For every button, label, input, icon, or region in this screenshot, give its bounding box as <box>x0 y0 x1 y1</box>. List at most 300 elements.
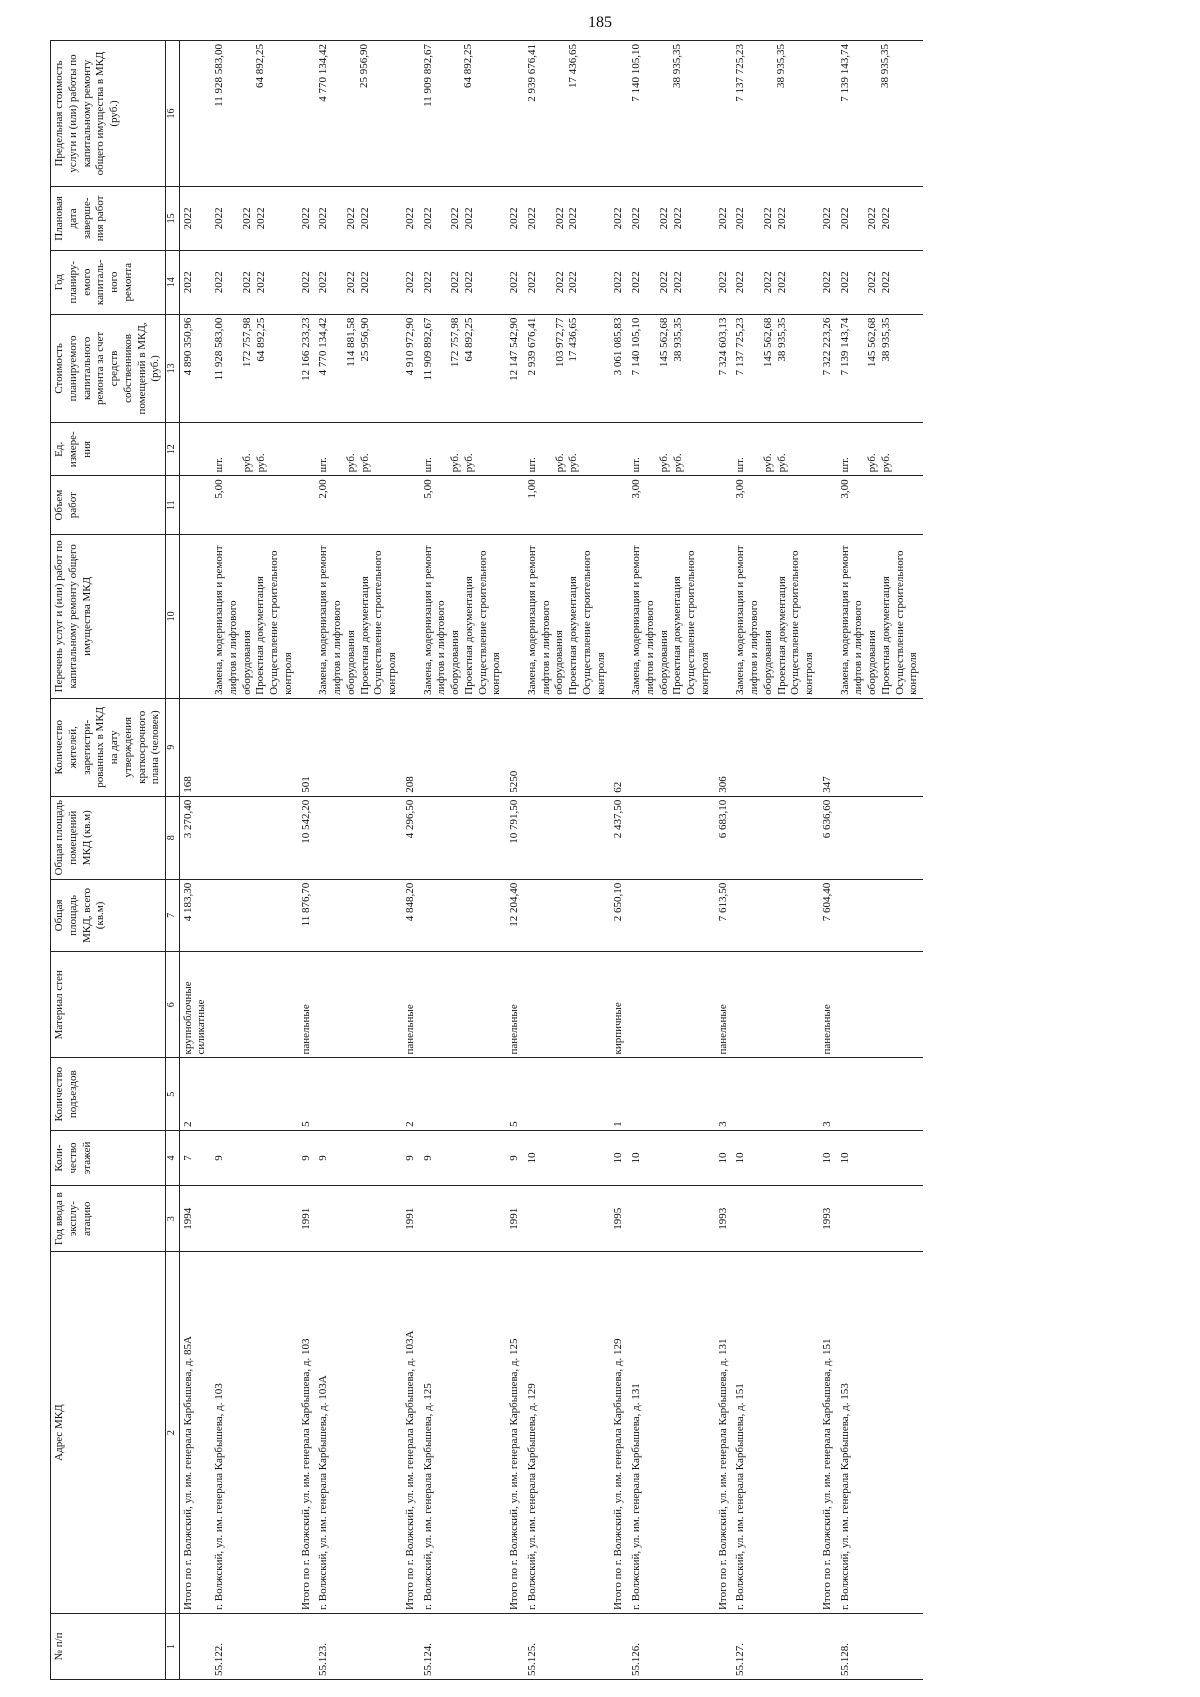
works <box>506 534 524 698</box>
cost-line: 64 892,25 <box>254 317 267 362</box>
plan-year: 2022 <box>179 250 211 314</box>
plan-year: 2022 <box>402 250 420 314</box>
residents <box>732 698 819 796</box>
floors: 10 <box>819 1130 837 1185</box>
house-address: г. Волжский, ул. им. генерала Карбышева, д. 151 <box>732 1252 819 1614</box>
col-number-2: 2 <box>166 1252 180 1614</box>
row-number: 55.124. <box>420 1614 507 1680</box>
total-address: Итого по г. Волжский, ул. им. генерала Карбышева, д. 131 <box>715 1252 733 1614</box>
entrances <box>628 1058 715 1130</box>
end-date-line: 2022 <box>671 207 684 230</box>
unit-line: руб. <box>775 453 788 473</box>
col-number-12: 12 <box>166 423 180 476</box>
unit <box>610 423 628 476</box>
limit-cost-line: 4 770 134,42 <box>317 44 330 102</box>
wall-material: панельные <box>298 952 316 1058</box>
unit-line: руб. <box>657 453 670 473</box>
floors: 9 <box>211 1130 298 1185</box>
total-row <box>402 41 420 1680</box>
volume: 3,00 <box>837 476 924 535</box>
rooms-area <box>524 796 611 879</box>
end-date-line: 2022 <box>630 207 642 230</box>
limit-cost-line <box>554 44 567 183</box>
total-row <box>298 41 316 1680</box>
total-area <box>628 879 715 951</box>
limit-cost-line <box>866 44 879 183</box>
header-col-13: Стоимость планируемого капитального ремонта за счет средств собственников помещений в МКД, (руб.) <box>51 314 166 423</box>
commission-year: 1991 <box>506 1186 524 1252</box>
volume <box>298 476 316 535</box>
entrances <box>732 1058 819 1130</box>
row-number: 55.128. <box>837 1614 924 1680</box>
total-area <box>211 879 298 951</box>
total-area: 12 204,40 <box>506 879 524 951</box>
limit-cost <box>506 41 524 187</box>
limit-cost-line <box>241 44 254 183</box>
col-number-11: 11 <box>166 476 180 535</box>
rooms-area: 10 791,50 <box>506 796 524 879</box>
limit-cost-line: 38 935,35 <box>670 44 683 88</box>
cost-line: 38 935,35 <box>880 317 892 362</box>
floors: 9 <box>402 1130 420 1185</box>
work-item: Проектная документация <box>462 576 475 695</box>
house-row <box>628 41 715 1680</box>
end-date-line: 2022 <box>838 207 851 230</box>
plan-year: 2022 <box>298 250 316 314</box>
cost-line: 172 757,98 <box>449 317 462 368</box>
col-number-13: 13 <box>166 314 180 423</box>
residents: 168 <box>179 698 211 796</box>
entrances: 3 <box>819 1058 837 1130</box>
cost-line: 172 757,98 <box>240 317 253 368</box>
total-area <box>524 879 611 951</box>
end-date <box>628 186 715 250</box>
unit-line: руб. <box>866 453 879 473</box>
capital-repair-table <box>50 40 923 1680</box>
end-date-line: 2022 <box>734 207 747 230</box>
volume: 3,00 <box>628 476 715 535</box>
entrances: 2 <box>402 1058 420 1130</box>
house-row <box>732 41 819 1680</box>
row-number <box>610 1614 628 1680</box>
work-item: Проектная документация <box>567 576 579 695</box>
plan-year <box>628 250 715 314</box>
house-row <box>315 41 402 1680</box>
row-number: 55.123. <box>315 1614 402 1680</box>
cost: 7 322 223,26 <box>819 314 837 423</box>
work-item: Замена, модернизация и ремонт лифтов и лифтового оборудования <box>838 545 878 695</box>
limit-cost <box>524 41 611 187</box>
unit-line: шт. <box>421 457 434 473</box>
work-item: Замена, модернизация и ремонт лифтов и лифтового оборудования <box>734 545 774 695</box>
total-area <box>315 879 402 951</box>
plan-year: 2022 <box>610 250 628 314</box>
commission-year <box>732 1186 819 1252</box>
cost: 3 061 085,83 <box>610 314 628 423</box>
cost-line: 7 137 725,23 <box>734 317 747 376</box>
header-col-1: № п/п <box>51 1614 166 1680</box>
residents: 5250 <box>506 698 524 796</box>
unit-line: руб. <box>463 453 475 473</box>
row-number <box>402 1614 420 1680</box>
end-date-line: 2022 <box>240 207 253 230</box>
limit-cost-line: 11 909 892,67 <box>421 44 434 107</box>
row-number <box>819 1614 837 1680</box>
end-date-line: 2022 <box>254 207 267 230</box>
floors: 9 <box>298 1130 316 1185</box>
unit <box>402 423 420 476</box>
entrances: 3 <box>715 1058 733 1130</box>
row-number: 55.126. <box>628 1614 715 1680</box>
rooms-area <box>628 796 715 879</box>
row-number: 55.125. <box>524 1614 611 1680</box>
col-number-10: 10 <box>166 534 180 698</box>
house-address: г. Волжский, ул. им. генерала Карбышева, д. 131 <box>628 1252 715 1614</box>
limit-cost-line <box>345 44 358 183</box>
total-area: 2 650,10 <box>610 879 628 951</box>
unit <box>298 423 316 476</box>
wall-material: панельные <box>819 952 837 1058</box>
volume: 5,00 <box>420 476 507 535</box>
limit-cost-line <box>762 44 775 183</box>
unit-line: руб. <box>358 453 371 473</box>
volume <box>819 476 837 535</box>
entrances: 2 <box>179 1058 211 1130</box>
works <box>179 534 211 698</box>
plan-year-line: 2022 <box>567 271 580 294</box>
volume <box>610 476 628 535</box>
limit-cost-line: 64 892,25 <box>253 44 266 88</box>
work-item: Замена, модернизация и ремонт лифтов и лифтового оборудования <box>525 545 566 695</box>
wall-material: кирпичные <box>610 952 628 1058</box>
works <box>819 534 837 698</box>
total-area: 7 613,50 <box>715 879 733 951</box>
end-date-line: 2022 <box>213 207 225 230</box>
plan-year <box>837 250 924 314</box>
unit-line: руб. <box>762 453 774 473</box>
cost-line: 2 939 676,41 <box>525 317 538 376</box>
plan-year-line: 2022 <box>525 271 538 294</box>
rooms-area <box>837 796 924 879</box>
cost <box>732 314 819 423</box>
work-item: Осуществление строительного контроля <box>789 550 815 695</box>
plan-year-line: 2022 <box>421 271 434 294</box>
wall-material <box>837 952 924 1058</box>
total-address: Итого по г. Волжский, ул. им. генерала Карбышева, д. 103 <box>298 1252 316 1614</box>
header-col-12: Ед. измере-ния <box>51 423 166 476</box>
limit-cost-line <box>449 44 462 183</box>
limit-cost-line: 7 140 105,10 <box>630 44 642 102</box>
end-date-line: 2022 <box>463 207 475 230</box>
total-area <box>837 879 924 951</box>
rooms-area <box>211 796 298 879</box>
commission-year: 1994 <box>179 1186 211 1252</box>
residents <box>420 698 507 796</box>
total-area: 11 876,70 <box>298 879 316 951</box>
works <box>628 534 715 698</box>
volume: 2,00 <box>315 476 402 535</box>
rooms-area: 2 437,50 <box>610 796 628 879</box>
unit <box>819 423 837 476</box>
unit <box>420 423 507 476</box>
col-number-16: 16 <box>166 41 180 187</box>
residents: 62 <box>610 698 628 796</box>
works <box>837 534 924 698</box>
wall-material <box>628 952 715 1058</box>
rooms-area: 4 296,50 <box>402 796 420 879</box>
residents <box>211 698 298 796</box>
wall-material <box>732 952 819 1058</box>
plan-year: 2022 <box>506 250 524 314</box>
end-date-line: 2022 <box>880 207 892 230</box>
cost-line: 38 935,35 <box>671 317 684 362</box>
plan-year-line: 2022 <box>213 271 225 294</box>
end-date <box>211 186 298 250</box>
plan-year-line: 2022 <box>553 271 566 294</box>
limit-cost <box>402 41 420 187</box>
rooms-area <box>420 796 507 879</box>
col-number-3: 3 <box>166 1186 180 1252</box>
cost-line: 114 881,58 <box>345 317 357 367</box>
cost-line: 25 956,90 <box>358 317 371 362</box>
unit-line: руб. <box>449 453 462 473</box>
entrances <box>211 1058 298 1130</box>
header-col-15: Плановая дата заверше-ния работ <box>51 186 166 250</box>
volume: 5,00 <box>211 476 298 535</box>
total-area <box>420 879 507 951</box>
unit <box>179 423 211 476</box>
header-col-6: Материал стен <box>51 952 166 1058</box>
end-date: 2022 <box>298 186 316 250</box>
unit-line: шт. <box>630 457 642 473</box>
floors: 9 <box>315 1130 402 1185</box>
plan-year <box>732 250 819 314</box>
wall-material <box>315 952 402 1058</box>
house-row <box>420 41 507 1680</box>
total-row <box>610 41 628 1680</box>
total-area: 4 848,20 <box>402 879 420 951</box>
end-date-line: 2022 <box>775 207 788 230</box>
col-number-7: 7 <box>166 879 180 951</box>
residents <box>524 698 611 796</box>
end-date: 2022 <box>402 186 420 250</box>
unit-line: руб. <box>880 453 892 473</box>
floors: 10 <box>715 1130 733 1185</box>
plan-year: 2022 <box>819 250 837 314</box>
page-number: 185 <box>588 14 612 31</box>
work-item: Осуществление строительного контроля <box>580 550 607 695</box>
header-col-2: Адрес МКД <box>51 1252 166 1614</box>
unit-line: шт. <box>838 457 851 473</box>
limit-cost-line: 7 137 725,23 <box>734 44 747 102</box>
commission-year: 1993 <box>819 1186 837 1252</box>
header-col-11: Объем работ <box>51 476 166 535</box>
total-row <box>506 41 524 1680</box>
volume <box>179 476 211 535</box>
cost <box>315 314 402 423</box>
end-date-line: 2022 <box>449 207 462 230</box>
header-col-9: Количество жителей, зарегистри-рованных в МКД на дату утверждения краткосрочного плана (человек) <box>51 698 166 796</box>
rooms-area: 6 683,10 <box>715 796 733 879</box>
cost: 12 166 233,23 <box>298 314 316 423</box>
house-row <box>837 41 924 1680</box>
work-item: Проектная документация <box>775 576 788 695</box>
col-number-9: 9 <box>166 698 180 796</box>
cost: 12 147 542,90 <box>506 314 524 423</box>
work-item: Замена, модернизация и ремонт лифтов и лифтового оборудования <box>630 545 670 695</box>
work-item: Осуществление строительного контроля <box>268 550 294 695</box>
end-date <box>837 186 924 250</box>
cost-line: 64 892,25 <box>463 317 475 362</box>
entrances: 5 <box>298 1058 316 1130</box>
unit-line: руб. <box>553 453 566 473</box>
col-number-5: 5 <box>166 1058 180 1130</box>
plan-year-line: 2022 <box>657 271 670 294</box>
end-date: 2022 <box>506 186 524 250</box>
row-number <box>715 1614 733 1680</box>
work-item: Осуществление строительного контроля <box>685 550 711 695</box>
volume: 3,00 <box>732 476 819 535</box>
residents <box>315 698 402 796</box>
row-number <box>298 1614 316 1680</box>
wall-material <box>524 952 611 1058</box>
works <box>315 534 402 698</box>
col-number-8: 8 <box>166 796 180 879</box>
header-col-7: Общая площадь МКД, всего (кв.м) <box>51 879 166 951</box>
unit <box>837 423 924 476</box>
cost <box>837 314 924 423</box>
works <box>298 534 316 698</box>
plan-year <box>211 250 298 314</box>
work-item: Замена, модернизация и ремонт лифтов и лифтового оборудования <box>317 545 357 695</box>
plan-year-line: 2022 <box>449 271 462 294</box>
commission-year <box>211 1186 298 1252</box>
plan-year-line: 2022 <box>240 271 253 294</box>
cost-line: 11 909 892,67 <box>421 317 434 381</box>
house-address: г. Волжский, ул. им. генерала Карбышева, д. 103 <box>211 1252 298 1614</box>
total-row <box>819 41 837 1680</box>
header-col-4: Коли-чество этажей <box>51 1130 166 1185</box>
works <box>211 534 298 698</box>
wall-material <box>211 952 298 1058</box>
entrances: 1 <box>610 1058 628 1130</box>
end-date-line: 2022 <box>657 207 670 230</box>
cost-line: 7 140 105,10 <box>630 317 642 376</box>
col-number-4: 4 <box>166 1130 180 1185</box>
total-address: Итого по г. Волжский, ул. им. генерала Карбышева, д. 125 <box>506 1252 524 1614</box>
cost: 4 890 350,96 <box>179 314 211 423</box>
volume: 1,00 <box>524 476 611 535</box>
cost-line: 7 139 143,74 <box>838 317 851 376</box>
volume <box>402 476 420 535</box>
rotated-page <box>50 40 1170 1680</box>
rooms-area: 3 270,40 <box>179 796 211 879</box>
plan-year-line: 2022 <box>358 271 371 294</box>
end-date-line: 2022 <box>421 207 434 230</box>
limit-cost <box>610 41 628 187</box>
unit <box>715 423 733 476</box>
limit-cost-line: 38 935,35 <box>775 44 787 88</box>
entrances <box>420 1058 507 1130</box>
unit <box>524 423 611 476</box>
end-date <box>732 186 819 250</box>
rooms-area: 6 636,60 <box>819 796 837 879</box>
total-area <box>732 879 819 951</box>
header-row <box>51 41 166 1680</box>
floors: 10 <box>628 1130 715 1185</box>
rooms-area <box>732 796 819 879</box>
limit-cost <box>420 41 507 187</box>
cost <box>524 314 611 423</box>
plan-year-line: 2022 <box>762 271 774 294</box>
limit-cost-line: 17 436,65 <box>566 44 579 88</box>
commission-year <box>837 1186 924 1252</box>
works <box>610 534 628 698</box>
work-item: Замена, модернизация и ремонт лифтов и лифтового оборудования <box>213 545 253 695</box>
rooms-area <box>315 796 402 879</box>
house-row <box>211 41 298 1680</box>
cost <box>211 314 298 423</box>
floors: 9 <box>506 1130 524 1185</box>
total-address: Итого по г. Волжский, ул. им. генерала Карбышева, д. 103А <box>402 1252 420 1614</box>
unit-line: руб. <box>345 453 357 473</box>
commission-year: 1991 <box>402 1186 420 1252</box>
cost-line: 17 436,65 <box>567 317 580 362</box>
end-date: 2022 <box>610 186 628 250</box>
total-area: 4 183,30 <box>179 879 211 951</box>
end-date-line: 2022 <box>553 207 566 230</box>
work-item: Замена, модернизация и ремонт лифтов и лифтового оборудования <box>421 545 461 695</box>
plan-year-line: 2022 <box>775 271 788 294</box>
end-date-line: 2022 <box>358 207 371 230</box>
wall-material: панельные <box>715 952 733 1058</box>
col-number-6: 6 <box>166 952 180 1058</box>
residents <box>628 698 715 796</box>
cost-line: 145 562,68 <box>762 317 774 368</box>
cost-line: 145 562,68 <box>866 317 879 368</box>
volume <box>715 476 733 535</box>
cost-line: 145 562,68 <box>657 317 670 368</box>
unit-line: шт. <box>734 457 747 473</box>
floors: 10 <box>732 1130 819 1185</box>
unit-line: шт. <box>317 457 330 473</box>
end-date-line: 2022 <box>567 207 580 230</box>
wall-material: панельные <box>506 952 524 1058</box>
floors: 7 <box>179 1130 211 1185</box>
total-row <box>179 41 211 1680</box>
limit-cost-line <box>658 44 671 183</box>
plan-year-line: 2022 <box>317 271 330 294</box>
cost-line: 11 928 583,00 <box>213 317 225 381</box>
wall-material: крупноблочные силикатные <box>179 952 211 1058</box>
work-item: Осуществление строительного контроля <box>476 550 503 695</box>
work-item: Проектная документация <box>358 576 371 695</box>
header-col-3: Год ввода в эксплу-атацию <box>51 1186 166 1252</box>
plan-year-line: 2022 <box>671 271 684 294</box>
header-col-14: Год планиру-емого капиталь-ного ремонта <box>51 250 166 314</box>
works <box>732 534 819 698</box>
row-number: 55.122. <box>211 1614 298 1680</box>
work-item: Осуществление строительного контроля <box>893 550 920 695</box>
limit-cost-line: 64 892,25 <box>462 44 475 88</box>
row-number: 55.127. <box>732 1614 819 1680</box>
limit-cost-line: 25 956,90 <box>358 44 370 88</box>
row-number <box>506 1614 524 1680</box>
col-number-14: 14 <box>166 250 180 314</box>
limit-cost <box>211 41 298 187</box>
floors: 10 <box>610 1130 628 1185</box>
plan-year-line: 2022 <box>734 271 747 294</box>
